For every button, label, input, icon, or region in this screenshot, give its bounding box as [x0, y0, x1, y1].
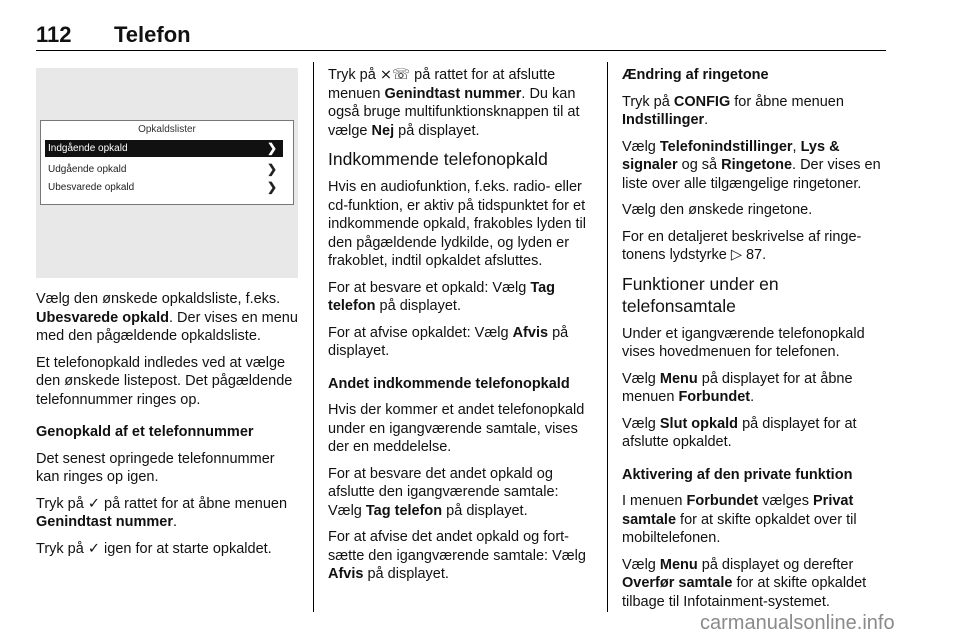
paragraph: Vælg Menu på displayet for at åbne menuen Forbundet. [622, 370, 853, 405]
paragraph: Vælg Telefonindstillinger, Lys & signaler og så Ringetone. Der vises en liste over alle tilgængelige ringetoner. [622, 138, 881, 192]
heading-second-call: Andet indkommende telefonopkald [328, 375, 570, 392]
heading-private-mode: Aktivering af den private funktion [622, 466, 853, 483]
heading-redial: Genopkald af et telefonnummer [36, 424, 254, 440]
menu-item-outgoing: Udgående opkald ❯ [48, 162, 277, 176]
chevron-right-icon: ❯ [266, 180, 277, 194]
column-1 [36, 290, 298, 566]
paragraph: Vælg den ønskede ringetone. [622, 202, 813, 218]
paragraph: For at besvare et opkald: Vælg Tag telefon på displayet. [328, 279, 556, 314]
paragraph: Vælg Menu på displayet og derefter Overfør samtale for at skifte opkaldet tilbage til Infotainment-systemet. [622, 556, 867, 610]
column-divider [607, 62, 608, 612]
column-3 [622, 66, 886, 619]
phone-pickup-icon: ✓ [87, 495, 100, 512]
paragraph: For at besvare det andet opkald og afslutte den igangværende samtale: Vælg Tag telefon på displayet. [328, 465, 559, 519]
paragraph: Hvis en audiofunktion, f.eks. radio- eller cd-funktion, er aktiv på tidspunktet for et indkommende opkald, frakobles lyden til den pågældende lydkilde, og lyden er frakoblet, indtil opkaldet afsluttes. [328, 179, 586, 269]
paragraph: Tryk på ✓ igen for at starte opkaldet. [36, 540, 272, 557]
menu-item-missed: Ubesvarede opkald ❯ [48, 180, 277, 194]
page-header [36, 22, 886, 51]
paragraph: I menuen Forbundet vælges Privat samtale for at skifte opkaldet over til mobiltelefonen. [622, 493, 857, 546]
paragraph: For at afvise opkaldet: Vælg Afvis på displayet. [328, 324, 569, 359]
figure-call-lists [36, 68, 298, 278]
paragraph: For en detaljeret beskrivelse af ringetonens lydstyrke ▷ 87. [622, 228, 862, 263]
heading-incoming-calls: Indkommende telefonopkald [328, 149, 548, 169]
heading-call-functions: Funktioner under en telefonsamtale [622, 273, 779, 316]
paragraph: Tryk på CONFIG for åbne menuen Indstillinger. [622, 93, 844, 128]
column-2 [328, 66, 590, 592]
page-number: 112 [36, 22, 72, 47]
paragraph: Under et igangværende telefonopkald vises hovedmenuen for telefonen. [622, 325, 865, 360]
watermark: carmanualsonline.info [700, 612, 895, 634]
paragraph: Vælg den ønskede opkaldsliste, f.eks. Ubesvarede opkald. Der vises en menu med den pågældende opkaldsliste. [36, 291, 298, 344]
column-divider [313, 62, 314, 612]
chevron-right-icon: ❯ [266, 141, 277, 155]
paragraph: Tryk på ✓ på rattet for at åbne menuen Genindtast nummer. [36, 495, 288, 530]
heading-ringtone: Ændring af ringetone [622, 67, 769, 83]
phone-hangup-icon: ⨯☏ [379, 67, 411, 83]
menu-item-incoming: Indgående opkald ❯ [45, 140, 283, 157]
paragraph: Hvis der kommer et andet telefonopkald under en igangværende samtale, vises der en meddelelse. [328, 402, 585, 455]
paragraph: Tryk på ⨯☏ på rattet for at afslutte menuen Genindtast nummer. Du kan også bruge multifunktionsknappen til at vælge Nej på displayet. [328, 67, 580, 139]
paragraph: For at afvise det andet opkald og fortsætte den igangværende samtale: Vælg Afvis på displayet. [328, 529, 586, 582]
display-screen [40, 120, 294, 205]
phone-pickup-icon: ✓ [87, 540, 100, 557]
chevron-right-icon: ❯ [266, 162, 277, 176]
screen-title: Opkaldslister [138, 124, 196, 135]
page-title: Telefon [114, 22, 191, 47]
paragraph: Det senest opringede telefonnummer kan ringes op igen. [36, 450, 275, 485]
page-reference-icon: ▷ [730, 247, 742, 263]
paragraph: Et telefonopkald indledes ved at vælge den ønskede listepost. Det pågældende telefonnummer ringes op. [36, 354, 293, 408]
paragraph: Vælg Slut opkald på displayet for at afslutte opkaldet. [622, 415, 857, 450]
